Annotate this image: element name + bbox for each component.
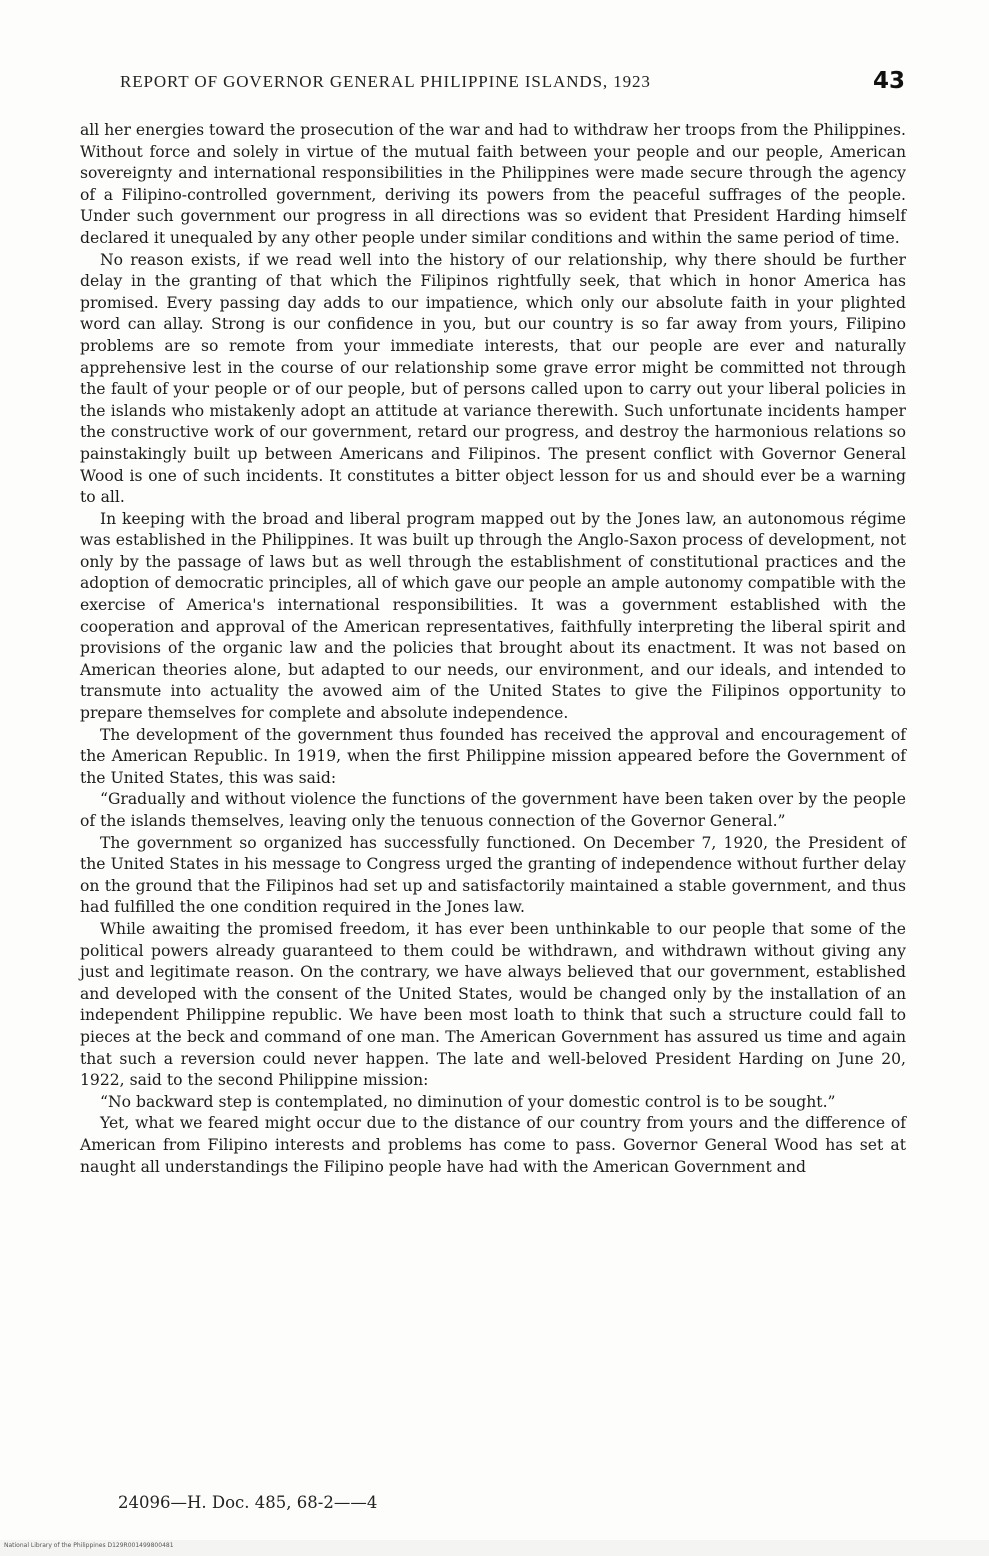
paragraph: In keeping with the broad and liberal program mapped out by the Jones law, an autonomous régime was established in the Philippines. It was built up through the Anglo-Saxon process of development, not only by the passage of laws but as well through the establishment of constitutional practices and the adoption of democratic principles, all of which gave our people an ample autonomy compatible with the exercise of America's international responsibilities. It was a government established with the cooperation and approval of the American representatives, faithfully interpreting the liberal spirit and provisions of the organic law and the policies that brought about its enactment. It was not based on American theories alone, but adapted to our needs, our environment, and our ideals, and intended to transmute into actuality the avowed aim of the United States to give the Filipinos opportunity to prepare themselves for complete and absolute independence.: [80, 509, 906, 723]
paragraph: The development of the government thus founded has received the approval and encouragement of the American Republic. In 1919, when the first Philippine mission appeared before the Government of the United States, this was said:: [80, 725, 906, 787]
scan-footer-strip: [0, 1540, 989, 1556]
running-head: [120, 68, 905, 102]
printer-signature: 24096—H. Doc. 485, 68-2——4: [118, 1493, 378, 1512]
quotation: “No backward step is contemplated, no diminution of your domestic control is to be sought.”: [100, 1092, 836, 1111]
paragraph: No reason exists, if we read well into the history of our relationship, why there should be further delay in the granting of that which the Filipinos rightfully seek, that which in honor America has promised. Every passing day adds to our impatience, which only our absolute faith in your plighted word can allay. Strong is our confidence in you, but our country is so far away from yours, Filipino problems are so remote from your immediate interests, that our people are ever and naturally apprehensive lest in the course of our relationship some grave error might be committed not through the fault of your people or of our people, but of persons called upon to carry out your liberal policies in the islands who mistakenly adopt an attitude at variance therewith. Such unfortunate incidents hamper the constructive work of our government, retard our progress, and destroy the harmonious relations so painstakingly built up between Americans and Filipinos. The present conflict with Governor General Wood is one of such incidents. It constitutes a bitter object lesson for us and should ever be a warning to all.: [80, 250, 906, 507]
page-number: 43: [872, 68, 905, 94]
paragraph: Yet, what we feared might occur due to the distance of our country from yours and the difference of American from Filipino interests and problems has come to pass. Governor General Wood has set at naught all understandings the Filipino people have had with the American Government and: [80, 1114, 906, 1176]
running-title: REPORT OF GOVERNOR GENERAL PHILIPPINE ISLANDS, 1923: [120, 72, 651, 91]
scan-credit: National Library of the Philippines D129R001499800481: [4, 1542, 174, 1549]
body-text: [80, 120, 906, 1178]
paragraph: The government so organized has successfully functioned. On December 7, 1920, the President of the United States in his message to Congress urged the granting of independence without further delay on the ground that the Filipinos had set up and satisfactorily maintained a stable government, and thus had fulfilled the one condition required in the Jones law.: [80, 833, 906, 917]
quotation: “Gradually and without violence the functions of the government have been taken over by the people of the islands themselves, leaving only the tenuous connection of the Governor General.”: [80, 790, 906, 830]
paragraph-continued: all her energies toward the prosecution of the war and had to withdraw her troops from the Philippines. Without force and solely in virtue of the mutual faith between your people and our people, American sovereignty and international responsibilities in the Philippines were made secure through the agency of a Filipino-controlled government, deriving its powers from the peaceful suffrages of the people. Under such government our progress in all directions was so evident that President Harding himself declared it unequaled by any other people under similar conditions and within the same period of time.: [80, 121, 906, 247]
paragraph: While awaiting the promised freedom, it has ever been unthinkable to our people that some of the political powers already guaranteed to them could be withdrawn, and withdrawn without giving any just and legitimate reason. On the contrary, we have always believed that our government, established and developed with the consent of the United States, would be changed only by the installation of an independent Philippine republic. We have been most loath to think that such a structure could fall to pieces at the beck and command of one man. The American Government has assured us time and again that such a reversion could never happen. The late and well-beloved President Harding on June 20, 1922, said to the second Philippine mission:: [80, 919, 906, 1090]
